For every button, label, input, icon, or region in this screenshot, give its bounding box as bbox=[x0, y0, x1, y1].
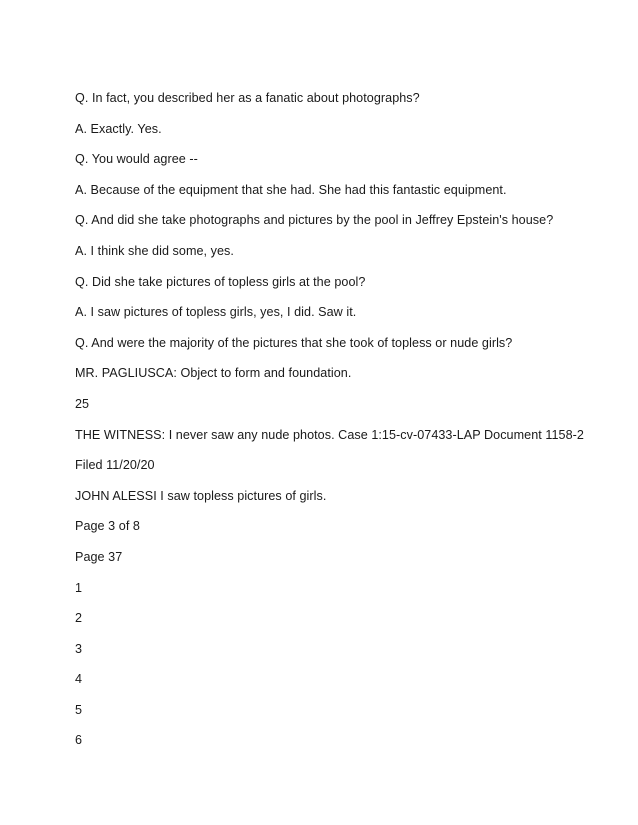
page-count: Page 3 of 8 bbox=[75, 519, 140, 534]
line-number: 25 bbox=[75, 396, 90, 411]
line-number: 3 bbox=[75, 641, 83, 656]
line-number: 1 bbox=[75, 580, 83, 595]
transcript-line: A. Exactly. Yes. bbox=[75, 121, 162, 136]
transcript-line: A. I think she did some, yes. bbox=[75, 243, 234, 258]
line-number: 6 bbox=[75, 733, 83, 748]
transcript-lines bbox=[75, 88, 615, 761]
line-number: 5 bbox=[75, 702, 83, 717]
transcript-line: A. Because of the equipment that she had. She had this fantastic equipment. bbox=[75, 182, 507, 197]
transcript-line: MR. PAGLIUSCA: Object to form and foundation. bbox=[75, 366, 352, 381]
transcript-line: Q. You would agree -- bbox=[75, 152, 198, 167]
line-number: 2 bbox=[75, 611, 83, 626]
page-number: Page 37 bbox=[75, 549, 123, 564]
transcript-line: JOHN ALESSI I saw topless pictures of girls. bbox=[75, 488, 327, 503]
transcript-line: A. I saw pictures of topless girls, yes, I did. Saw it. bbox=[75, 305, 357, 320]
transcript-line: THE WITNESS: I never saw any nude photos. Case 1:15-cv-07433-LAP Document 1158-2 bbox=[75, 427, 584, 442]
transcript-line: Q. Did she take pictures of topless girls at the pool? bbox=[75, 274, 366, 289]
line-number: 4 bbox=[75, 672, 83, 687]
filed-date: Filed 11/20/20 bbox=[75, 458, 155, 473]
transcript-line: Q. And did she take photographs and pictures by the pool in Jeffrey Epstein's house? bbox=[75, 213, 554, 228]
transcript-line: Q. And were the majority of the pictures that she took of topless or nude girls? bbox=[75, 335, 513, 350]
transcript-line: Q. In fact, you described her as a fanatic about photographs? bbox=[75, 91, 420, 105]
